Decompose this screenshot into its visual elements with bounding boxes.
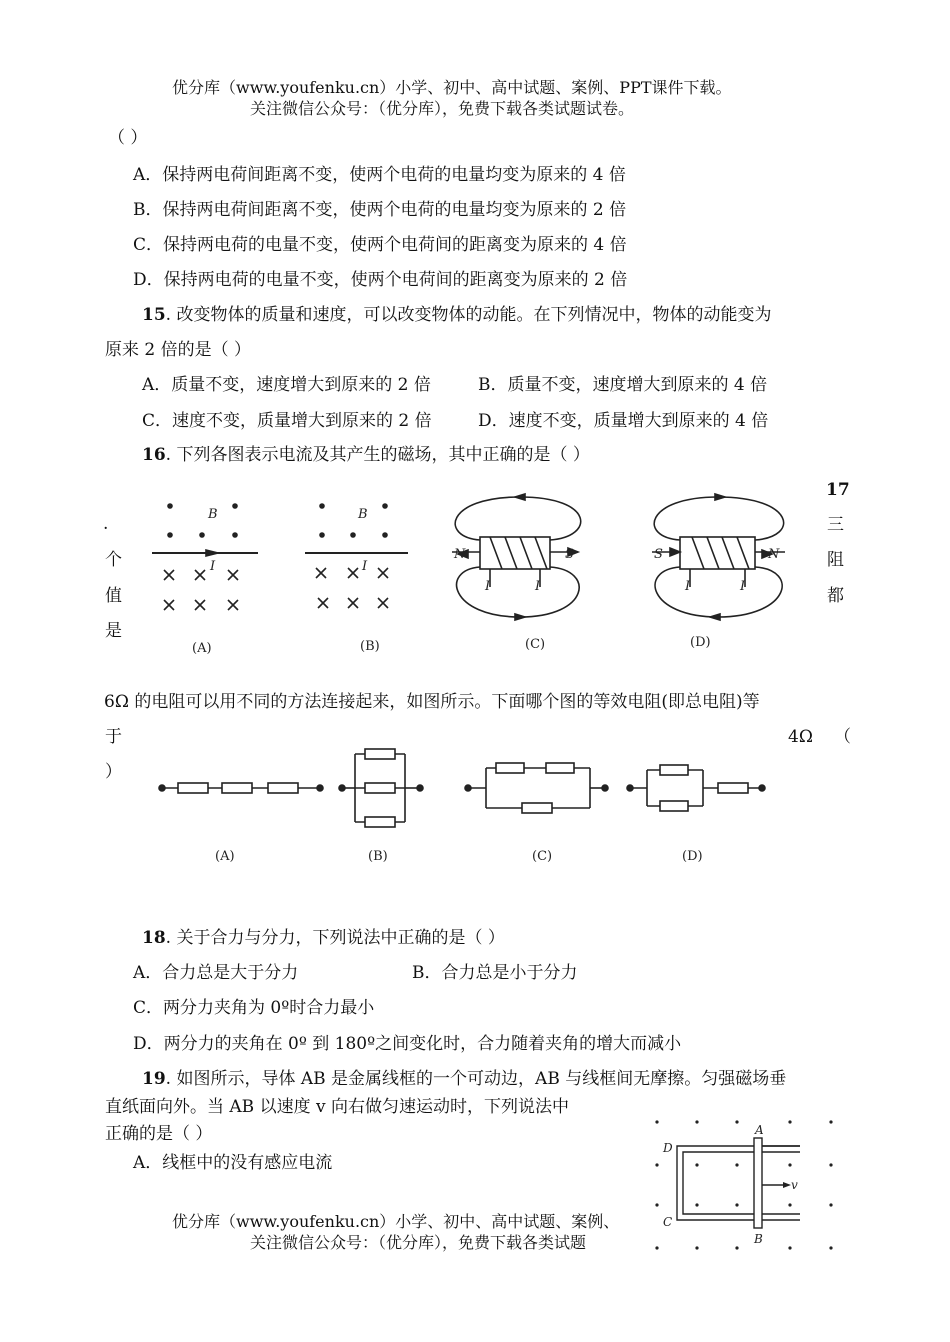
q14-option-a: A．保持两电荷间距离不变，使两个电荷的电量均变为原来的 4 倍 [133, 165, 626, 185]
q14-option-d: D．保持两电荷的电量不变，使两个电荷间的距离变为原来的 2 倍 [133, 270, 628, 290]
q16-fig-b [305, 504, 408, 608]
q16-stem [142, 445, 590, 465]
q15-stem-line-2: 原来 2 倍的是（ ） [105, 340, 252, 360]
q16-label-s-d: S [654, 547, 663, 562]
q17-value: 4Ω [788, 727, 813, 747]
q16-label-i-b: I [362, 559, 368, 574]
q18-stem [142, 928, 505, 948]
q17-left-char-3: 是 [105, 621, 122, 641]
q16-fig-c [452, 494, 581, 620]
q19-label-d: D [663, 1141, 673, 1155]
q16-number: 16 [142, 445, 166, 465]
q16-label-i-c1: I [485, 579, 491, 594]
q16-fig-a [152, 504, 258, 610]
q17-caption-b: (B) [368, 849, 388, 864]
q17-left-char-1: 个 [105, 550, 122, 570]
q19-figure [645, 1110, 845, 1255]
q18-number: 18 [142, 928, 166, 948]
q15-option-a: A．质量不变，速度增大到原来的 2 倍 [142, 375, 431, 395]
q17-caption-a: (A) [215, 849, 235, 864]
q19-label-v: v [791, 1178, 798, 1192]
q16-label-s-c: S [565, 547, 574, 562]
q16-caption-b: (B) [360, 639, 380, 654]
q17-yu: 于 [105, 727, 122, 747]
q17-fig-a [159, 783, 323, 793]
q17-right-char-3: 都 [827, 586, 844, 606]
q17-bracket-close: ） [105, 762, 122, 782]
q17-figures [150, 740, 790, 870]
q18-option-b: B．合力总是小于分力 [412, 963, 578, 983]
q19-stem-line-2: 直纸面向外。当 AB 以速度 v 向右做匀速运动时，下列说法中 [105, 1097, 569, 1117]
q16-figures [140, 492, 820, 662]
q18-stem-text: . 关于合力与分力，下列说法中正确的是（ ） [165, 928, 505, 948]
q17-bracket-open: （ [834, 727, 851, 747]
q16-caption-d: (D) [690, 635, 711, 650]
q15-stem-text: . 改变物体的质量和速度，可以改变物体的动能。在下列情况中，物体的动能变为 [165, 305, 772, 325]
q14-option-c: C．保持两电荷的电量不变，使两个电荷间的距离变为原来的 4 倍 [133, 235, 627, 255]
q16-caption-a: (A) [192, 641, 212, 656]
q15-number: 15 [142, 305, 166, 325]
q16-fig-d [652, 494, 785, 620]
q18-option-c: C．两分力夹角为 0º时合力最小 [133, 998, 375, 1018]
q17-right-char-1: 三 [827, 515, 844, 535]
q17-fig-b [339, 749, 423, 827]
q17-fig-c [465, 763, 608, 813]
q19-label-a: A [755, 1123, 764, 1137]
q19-option-a: A．线框中的没有感应电流 [133, 1153, 333, 1173]
q14-answer-bracket: （ ） [108, 128, 148, 148]
header-line-1: 优分库（www.youfenku.cn）小学、初中、高中试题、案例、PPT课件下载。 [172, 78, 732, 97]
footer-line-2: 关注微信公众号：（优分库），免费下载各类试题 [250, 1233, 587, 1252]
q15-option-d: D．速度不变，质量增大到原来的 4 倍 [478, 411, 769, 431]
q16-label-n-c: N [454, 547, 466, 562]
q16-label-i-d2: I [740, 579, 746, 594]
header-line-2: 关注微信公众号：（优分库），免费下载各类试题试卷。 [250, 99, 635, 118]
q15-option-c: C．速度不变，质量增大到原来的 2 倍 [142, 411, 432, 431]
q17-caption-d: (D) [682, 849, 703, 864]
q19-stem-text-1: . 如图所示，导体 AB 是金属线框的一个可动边，AB 与线框间无摩擦。匀强磁场垂 [165, 1069, 787, 1089]
q16-label-i-a: I [210, 559, 216, 574]
q18-option-d: D．两分力的夹角在 0º 到 180º之间变化时，合力随着夹角的增大而减小 [133, 1034, 682, 1054]
q19-stem-line-3: 正确的是（ ） [105, 1124, 213, 1144]
q17-number: 17 [826, 480, 850, 500]
q19-stem-line-1 [142, 1069, 786, 1089]
q16-label-n-d: N [768, 547, 780, 562]
q18-option-a: A．合力总是大于分力 [133, 963, 299, 983]
q14-option-b: B．保持两电荷间距离不变，使两个电荷的电量均变为原来的 2 倍 [133, 200, 627, 220]
q16-stem-text: . 下列各图表示电流及其产生的磁场，其中正确的是（ ） [165, 445, 590, 465]
q17-dot: . [103, 514, 109, 534]
q17-stem-line: 6Ω 的电阻可以用不同的方法连接起来，如图所示。下面哪个图的等效电阻(即总电阻)等 [104, 692, 760, 712]
q17-fig-d [627, 765, 765, 811]
q16-label-b-field-a: B [208, 507, 218, 522]
q17-right-char-2: 阻 [827, 550, 844, 570]
q16-label-b-field-b: B [358, 507, 368, 522]
q16-label-i-c2: I [535, 579, 541, 594]
q15-stem-line-1 [142, 305, 771, 325]
q19-number: 19 [142, 1069, 166, 1089]
q19-label-b: B [754, 1232, 763, 1246]
footer-line-1: 优分库（www.youfenku.cn）小学、初中、高中试题、案例、 [172, 1212, 620, 1231]
q15-option-b: B．质量不变，速度增大到原来的 4 倍 [478, 375, 768, 395]
q16-label-i-d1: I [685, 579, 691, 594]
q17-caption-c: (C) [532, 849, 553, 864]
q17-left-char-2: 值 [105, 586, 122, 606]
q16-caption-c: (C) [525, 637, 546, 652]
q19-label-c: C [663, 1215, 673, 1229]
